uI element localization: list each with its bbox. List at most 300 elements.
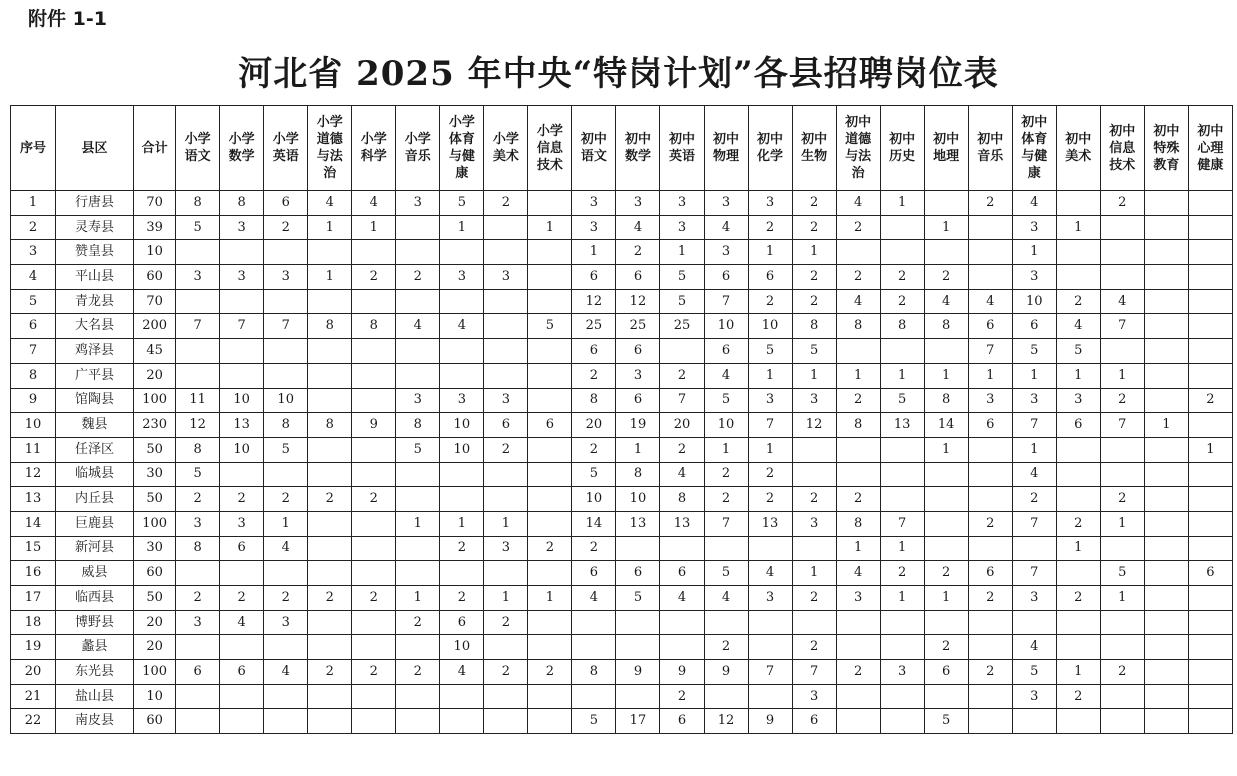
post-count-cell: 2 xyxy=(748,215,792,240)
post-count-cell: 6 xyxy=(528,413,572,438)
post-count-cell: 4 xyxy=(704,215,748,240)
post-count-cell: 4 xyxy=(440,660,484,685)
post-count-cell xyxy=(1056,635,1100,660)
post-count-cell xyxy=(1100,610,1144,635)
post-count-cell xyxy=(1100,684,1144,709)
post-count-cell: 7 xyxy=(704,289,748,314)
post-count-cell xyxy=(1144,289,1188,314)
post-count-cell: 10 xyxy=(1012,289,1056,314)
post-count-cell: 2 xyxy=(352,265,396,290)
post-count-cell: 5 xyxy=(880,388,924,413)
county-name-cell: 临城县 xyxy=(56,462,134,487)
post-count-cell xyxy=(968,487,1012,512)
post-count-cell xyxy=(792,462,836,487)
post-count-cell: 10 xyxy=(440,413,484,438)
post-count-cell: 2 xyxy=(968,586,1012,611)
post-count-cell: 4 xyxy=(660,586,704,611)
county-name-cell: 魏县 xyxy=(56,413,134,438)
post-count-cell xyxy=(880,487,924,512)
post-count-cell xyxy=(352,684,396,709)
post-count-cell: 13 xyxy=(660,511,704,536)
table-row xyxy=(11,240,1233,265)
post-count-cell: 1 xyxy=(924,586,968,611)
table-row xyxy=(11,635,1233,660)
post-count-cell: 1 xyxy=(1056,363,1100,388)
column-header: 县区 xyxy=(56,106,134,191)
row-number-cell: 19 xyxy=(11,635,56,660)
post-count-cell: 10 xyxy=(440,437,484,462)
post-count-cell xyxy=(1144,462,1188,487)
post-count-cell: 10 xyxy=(264,388,308,413)
post-count-cell: 2 xyxy=(264,487,308,512)
post-count-cell xyxy=(1188,635,1232,660)
post-count-cell xyxy=(1100,240,1144,265)
post-count-cell: 1 xyxy=(528,215,572,240)
post-count-cell: 1 xyxy=(396,586,440,611)
table-row xyxy=(11,314,1233,339)
post-count-cell xyxy=(220,339,264,364)
post-count-cell: 2 xyxy=(748,289,792,314)
column-header: 初中 特殊 教育 xyxy=(1144,106,1188,191)
post-count-cell: 2 xyxy=(484,437,528,462)
post-count-cell: 3 xyxy=(572,215,616,240)
post-count-cell xyxy=(880,610,924,635)
post-count-cell: 5 xyxy=(704,561,748,586)
post-count-cell: 1 xyxy=(352,215,396,240)
post-count-cell: 1 xyxy=(792,240,836,265)
total-cell: 50 xyxy=(134,586,176,611)
post-count-cell: 1 xyxy=(880,536,924,561)
post-count-cell: 7 xyxy=(748,660,792,685)
post-count-cell xyxy=(484,289,528,314)
post-count-cell xyxy=(836,462,880,487)
post-count-cell xyxy=(1144,536,1188,561)
county-name-cell: 蠡县 xyxy=(56,635,134,660)
post-count-cell: 2 xyxy=(1100,487,1144,512)
post-count-cell: 10 xyxy=(704,314,748,339)
annex-label: 附件 1-1 xyxy=(28,8,107,30)
post-count-cell: 2 xyxy=(352,586,396,611)
post-count-cell: 2 xyxy=(528,660,572,685)
post-count-cell: 2 xyxy=(220,586,264,611)
post-count-cell xyxy=(484,684,528,709)
post-count-cell: 6 xyxy=(1056,413,1100,438)
post-count-cell xyxy=(880,240,924,265)
post-count-cell xyxy=(1144,561,1188,586)
post-count-cell: 7 xyxy=(264,314,308,339)
post-count-cell xyxy=(924,339,968,364)
total-cell: 60 xyxy=(134,709,176,734)
county-name-cell: 临西县 xyxy=(56,586,134,611)
post-count-cell xyxy=(836,709,880,734)
post-count-cell: 7 xyxy=(1012,561,1056,586)
post-count-cell: 2 xyxy=(836,215,880,240)
post-count-cell xyxy=(352,339,396,364)
post-count-cell xyxy=(220,684,264,709)
post-count-cell xyxy=(440,487,484,512)
post-count-cell: 5 xyxy=(440,191,484,216)
post-count-cell: 1 xyxy=(924,363,968,388)
post-count-cell xyxy=(528,363,572,388)
post-count-cell xyxy=(352,511,396,536)
post-count-cell: 8 xyxy=(660,487,704,512)
post-count-cell: 8 xyxy=(176,536,220,561)
post-count-cell: 6 xyxy=(748,265,792,290)
post-count-cell xyxy=(1188,610,1232,635)
post-count-cell xyxy=(396,215,440,240)
post-count-cell: 8 xyxy=(308,413,352,438)
post-count-cell xyxy=(924,487,968,512)
post-count-cell xyxy=(220,561,264,586)
post-count-cell: 2 xyxy=(440,586,484,611)
post-count-cell: 17 xyxy=(616,709,660,734)
post-count-cell: 6 xyxy=(660,561,704,586)
post-count-cell: 3 xyxy=(264,610,308,635)
total-cell: 100 xyxy=(134,388,176,413)
post-count-cell xyxy=(1188,215,1232,240)
post-count-cell: 3 xyxy=(880,660,924,685)
post-count-cell: 2 xyxy=(792,265,836,290)
post-count-cell: 2 xyxy=(616,240,660,265)
post-count-cell: 5 xyxy=(1012,339,1056,364)
post-count-cell: 2 xyxy=(792,487,836,512)
post-count-cell: 8 xyxy=(176,191,220,216)
table-row xyxy=(11,191,1233,216)
post-count-cell: 3 xyxy=(792,684,836,709)
county-name-cell: 内丘县 xyxy=(56,487,134,512)
post-count-cell xyxy=(1188,191,1232,216)
row-number-cell: 21 xyxy=(11,684,56,709)
column-header: 小学 音乐 xyxy=(396,106,440,191)
post-count-cell xyxy=(264,684,308,709)
post-count-cell xyxy=(1144,437,1188,462)
post-count-cell: 6 xyxy=(704,265,748,290)
post-count-cell: 8 xyxy=(176,437,220,462)
post-count-cell xyxy=(1056,240,1100,265)
row-number-cell: 16 xyxy=(11,561,56,586)
table-row xyxy=(11,215,1233,240)
post-count-cell: 5 xyxy=(572,462,616,487)
post-count-cell xyxy=(176,289,220,314)
post-count-cell xyxy=(352,635,396,660)
post-count-cell xyxy=(308,363,352,388)
post-count-cell: 2 xyxy=(352,660,396,685)
post-count-cell: 4 xyxy=(748,561,792,586)
post-count-cell: 1 xyxy=(968,363,1012,388)
total-cell: 50 xyxy=(134,487,176,512)
post-count-cell xyxy=(528,635,572,660)
post-count-cell: 2 xyxy=(396,610,440,635)
post-count-cell: 12 xyxy=(176,413,220,438)
post-count-cell xyxy=(484,314,528,339)
post-count-cell: 8 xyxy=(616,462,660,487)
post-count-cell: 8 xyxy=(352,314,396,339)
post-count-cell: 7 xyxy=(660,388,704,413)
post-count-cell: 9 xyxy=(704,660,748,685)
post-count-cell: 5 xyxy=(176,462,220,487)
post-count-cell xyxy=(924,536,968,561)
post-count-cell xyxy=(484,240,528,265)
post-count-cell: 6 xyxy=(968,561,1012,586)
post-count-cell: 5 xyxy=(1100,561,1144,586)
post-count-cell xyxy=(616,635,660,660)
table-row xyxy=(11,536,1233,561)
post-count-cell: 3 xyxy=(792,388,836,413)
column-header: 初中 数学 xyxy=(616,106,660,191)
post-count-cell: 9 xyxy=(352,413,396,438)
post-count-cell: 8 xyxy=(220,191,264,216)
post-count-cell: 1 xyxy=(748,437,792,462)
post-count-cell: 2 xyxy=(264,586,308,611)
post-count-cell: 6 xyxy=(572,561,616,586)
post-count-cell: 11 xyxy=(176,388,220,413)
post-count-cell: 3 xyxy=(616,363,660,388)
row-number-cell: 11 xyxy=(11,437,56,462)
post-count-cell: 1 xyxy=(1188,437,1232,462)
total-cell: 200 xyxy=(134,314,176,339)
post-count-cell: 8 xyxy=(836,413,880,438)
table-row xyxy=(11,363,1233,388)
post-count-cell xyxy=(440,339,484,364)
post-count-cell: 8 xyxy=(880,314,924,339)
post-count-cell xyxy=(748,635,792,660)
post-count-cell xyxy=(1100,709,1144,734)
post-count-cell: 2 xyxy=(704,635,748,660)
post-count-cell: 2 xyxy=(748,487,792,512)
row-number-cell: 5 xyxy=(11,289,56,314)
post-count-cell xyxy=(484,363,528,388)
post-count-cell xyxy=(1144,363,1188,388)
post-count-cell: 2 xyxy=(880,561,924,586)
post-count-cell: 3 xyxy=(220,215,264,240)
total-cell: 100 xyxy=(134,660,176,685)
post-count-cell: 12 xyxy=(616,289,660,314)
post-count-cell: 6 xyxy=(572,339,616,364)
post-count-cell: 10 xyxy=(220,437,264,462)
post-count-cell xyxy=(1100,437,1144,462)
document-title: 河北省 2025 年中央“特岗计划”各县招聘岗位表 xyxy=(238,54,999,94)
county-name-cell: 青龙县 xyxy=(56,289,134,314)
post-count-cell: 2 xyxy=(704,487,748,512)
post-count-cell xyxy=(352,437,396,462)
column-header: 初中 语文 xyxy=(572,106,616,191)
post-count-cell xyxy=(1012,610,1056,635)
post-count-cell: 7 xyxy=(1012,413,1056,438)
post-count-cell: 4 xyxy=(836,561,880,586)
post-count-cell xyxy=(264,289,308,314)
column-header: 初中 物理 xyxy=(704,106,748,191)
county-name-cell: 广平县 xyxy=(56,363,134,388)
post-count-cell xyxy=(1144,684,1188,709)
post-count-cell xyxy=(528,487,572,512)
post-count-cell xyxy=(1144,215,1188,240)
post-count-cell: 2 xyxy=(396,660,440,685)
post-count-cell xyxy=(1188,289,1232,314)
post-count-cell xyxy=(968,462,1012,487)
county-name-cell: 鸡泽县 xyxy=(56,339,134,364)
post-count-cell: 3 xyxy=(484,536,528,561)
post-count-cell: 2 xyxy=(1012,487,1056,512)
post-count-cell xyxy=(968,635,1012,660)
post-count-cell xyxy=(1144,709,1188,734)
post-count-cell: 5 xyxy=(660,265,704,290)
table-header-row xyxy=(11,106,1233,191)
post-count-cell: 4 xyxy=(704,363,748,388)
total-cell: 30 xyxy=(134,462,176,487)
post-count-cell xyxy=(308,437,352,462)
post-count-cell: 19 xyxy=(616,413,660,438)
post-count-cell: 2 xyxy=(968,191,1012,216)
post-count-cell: 2 xyxy=(1100,388,1144,413)
post-count-cell xyxy=(880,215,924,240)
post-count-cell: 1 xyxy=(308,215,352,240)
post-count-cell: 1 xyxy=(792,363,836,388)
post-count-cell xyxy=(176,684,220,709)
post-count-cell: 6 xyxy=(968,314,1012,339)
post-count-cell xyxy=(968,437,1012,462)
row-number-cell: 18 xyxy=(11,610,56,635)
post-count-cell: 5 xyxy=(1012,660,1056,685)
post-count-cell: 2 xyxy=(660,684,704,709)
post-count-cell xyxy=(924,684,968,709)
post-count-cell xyxy=(968,265,1012,290)
post-count-cell xyxy=(396,487,440,512)
post-count-cell xyxy=(1144,635,1188,660)
post-count-cell: 2 xyxy=(836,265,880,290)
post-count-cell xyxy=(440,363,484,388)
total-cell: 10 xyxy=(134,240,176,265)
post-count-cell: 3 xyxy=(1056,388,1100,413)
total-cell: 100 xyxy=(134,511,176,536)
column-header: 小学 道德 与法 治 xyxy=(308,106,352,191)
post-count-cell xyxy=(352,240,396,265)
post-count-cell xyxy=(572,635,616,660)
post-count-cell: 20 xyxy=(572,413,616,438)
post-count-cell xyxy=(528,191,572,216)
post-count-cell: 8 xyxy=(396,413,440,438)
post-count-cell xyxy=(308,289,352,314)
post-count-cell xyxy=(308,388,352,413)
post-count-cell: 12 xyxy=(792,413,836,438)
post-count-cell xyxy=(616,684,660,709)
post-count-cell xyxy=(396,462,440,487)
post-count-cell: 14 xyxy=(572,511,616,536)
post-count-cell xyxy=(176,363,220,388)
post-count-cell xyxy=(616,536,660,561)
total-cell: 70 xyxy=(134,289,176,314)
post-count-cell xyxy=(924,240,968,265)
post-count-cell xyxy=(528,684,572,709)
post-count-cell: 7 xyxy=(880,511,924,536)
post-count-cell: 1 xyxy=(1012,240,1056,265)
post-count-cell xyxy=(264,709,308,734)
post-count-cell xyxy=(1188,660,1232,685)
post-count-cell: 1 xyxy=(264,511,308,536)
post-count-cell xyxy=(572,684,616,709)
post-count-cell: 1 xyxy=(1012,363,1056,388)
post-count-cell xyxy=(484,462,528,487)
post-count-cell xyxy=(1188,314,1232,339)
post-count-cell xyxy=(308,684,352,709)
post-count-cell xyxy=(484,561,528,586)
post-count-cell: 3 xyxy=(1012,684,1056,709)
post-count-cell: 2 xyxy=(528,536,572,561)
county-name-cell: 南皮县 xyxy=(56,709,134,734)
post-count-cell: 1 xyxy=(880,363,924,388)
post-count-cell: 8 xyxy=(924,388,968,413)
post-count-cell: 6 xyxy=(1188,561,1232,586)
post-count-cell xyxy=(748,536,792,561)
post-count-cell xyxy=(352,561,396,586)
post-count-cell xyxy=(176,561,220,586)
post-count-cell: 4 xyxy=(264,660,308,685)
post-count-cell xyxy=(352,363,396,388)
post-count-cell: 5 xyxy=(1056,339,1100,364)
post-count-cell: 25 xyxy=(572,314,616,339)
post-count-cell xyxy=(792,536,836,561)
post-count-cell xyxy=(660,536,704,561)
post-count-cell: 1 xyxy=(1056,536,1100,561)
post-count-cell: 4 xyxy=(704,586,748,611)
post-count-cell: 2 xyxy=(572,363,616,388)
post-count-cell xyxy=(528,388,572,413)
post-count-cell: 2 xyxy=(308,660,352,685)
post-count-cell: 2 xyxy=(308,586,352,611)
table-row xyxy=(11,388,1233,413)
post-count-cell xyxy=(528,289,572,314)
post-count-cell xyxy=(660,610,704,635)
post-count-cell: 2 xyxy=(1056,586,1100,611)
post-count-cell xyxy=(1144,314,1188,339)
post-count-cell xyxy=(440,709,484,734)
table-row xyxy=(11,462,1233,487)
post-count-cell xyxy=(968,610,1012,635)
post-count-cell: 6 xyxy=(176,660,220,685)
post-count-cell xyxy=(968,240,1012,265)
post-count-cell xyxy=(528,437,572,462)
post-count-cell: 1 xyxy=(836,363,880,388)
post-count-cell: 1 xyxy=(484,511,528,536)
post-count-cell: 7 xyxy=(748,413,792,438)
post-count-cell xyxy=(176,635,220,660)
column-header: 合计 xyxy=(134,106,176,191)
post-count-cell: 3 xyxy=(968,388,1012,413)
post-count-cell: 2 xyxy=(1100,660,1144,685)
post-count-cell: 5 xyxy=(616,586,660,611)
post-count-cell: 8 xyxy=(924,314,968,339)
post-count-cell: 2 xyxy=(836,487,880,512)
post-count-cell: 1 xyxy=(704,437,748,462)
post-count-cell xyxy=(176,240,220,265)
table-row xyxy=(11,660,1233,685)
post-count-cell xyxy=(528,265,572,290)
post-count-cell xyxy=(352,462,396,487)
post-count-cell xyxy=(880,437,924,462)
county-name-cell: 盐山县 xyxy=(56,684,134,709)
post-count-cell: 1 xyxy=(924,215,968,240)
post-count-cell: 2 xyxy=(924,635,968,660)
post-count-cell: 13 xyxy=(220,413,264,438)
post-count-cell xyxy=(660,339,704,364)
post-count-cell: 4 xyxy=(572,586,616,611)
post-count-cell: 2 xyxy=(572,536,616,561)
table-row xyxy=(11,561,1233,586)
post-count-cell xyxy=(792,610,836,635)
county-name-cell: 灵寿县 xyxy=(56,215,134,240)
post-count-cell: 2 xyxy=(484,660,528,685)
post-count-cell xyxy=(352,388,396,413)
total-cell: 39 xyxy=(134,215,176,240)
